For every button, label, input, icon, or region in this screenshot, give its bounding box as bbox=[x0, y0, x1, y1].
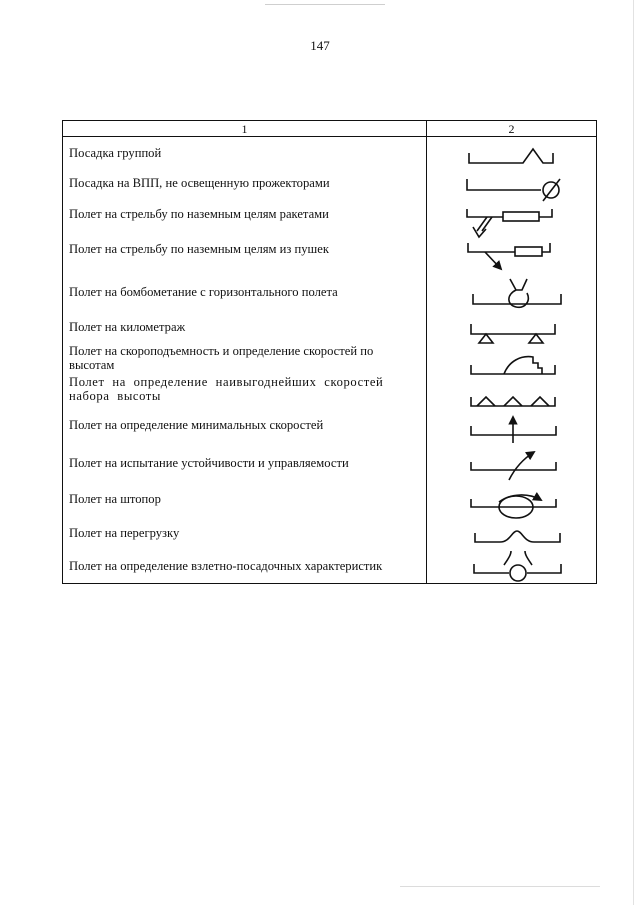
row-label-group-landing: Посадка группой bbox=[69, 146, 162, 160]
row-label-stability: Полет на испытание устойчивости и управляемости bbox=[69, 456, 349, 470]
spin-flight-symbol bbox=[471, 495, 556, 518]
row-label-unlit-runway-landing: Посадка на ВПП, не освещенную прожекторами bbox=[69, 176, 330, 190]
gun-ground-attack-symbol bbox=[468, 243, 550, 269]
row-label-g-load: Полет на перегрузку bbox=[69, 526, 180, 540]
kilometrage-flight-symbol bbox=[471, 324, 555, 343]
symbols-column bbox=[63, 121, 596, 583]
header-column-1: 1 bbox=[241, 122, 248, 136]
group-landing-symbol bbox=[469, 149, 553, 163]
rocket-ground-attack-symbol bbox=[467, 209, 552, 237]
row-label-level-bombing: Полет на бомбометание с горизонтального полета bbox=[69, 285, 338, 299]
row-label-min-speed: Полет на определение минимальных скоростей bbox=[69, 418, 324, 432]
row-label-rocket-attack: Полет на стрельбу по наземным целям ракетами bbox=[69, 207, 329, 221]
stability-test-symbol bbox=[471, 452, 556, 480]
row-label-spin: Полет на штопор bbox=[69, 492, 161, 506]
takeoff-landing-characteristics-symbol bbox=[474, 551, 561, 581]
scan-artifact-top bbox=[265, 4, 385, 5]
g-load-flight-symbol bbox=[475, 531, 560, 542]
optimal-climb-speed-symbol bbox=[471, 397, 555, 406]
header-column-2: 2 bbox=[508, 122, 515, 136]
row-label-optimal-climb: Полет на определение наивыгоднейших скоростей набора высоты bbox=[69, 375, 384, 403]
row-label-climb-rate: Полет на скороподъемность и определение скоростей по высотам bbox=[69, 344, 374, 372]
symbols-table bbox=[62, 120, 597, 584]
climb-rate-symbol bbox=[471, 357, 555, 374]
scan-artifact-right bbox=[633, 0, 634, 905]
unlit-runway-landing-symbol bbox=[467, 179, 560, 201]
row-label-gun-attack: Полет на стрельбу по наземным целям из пушек bbox=[69, 242, 329, 256]
scan-artifact-bottom bbox=[400, 886, 600, 887]
minimum-speed-symbol bbox=[471, 417, 556, 443]
level-bombing-symbol bbox=[473, 279, 561, 307]
row-label-takeoff-landing: Полет на определение взлетно-посадочных характеристик bbox=[69, 559, 383, 573]
page-number: 147 bbox=[310, 38, 330, 53]
row-label-kilometrage: Полет на километраж bbox=[69, 320, 186, 334]
